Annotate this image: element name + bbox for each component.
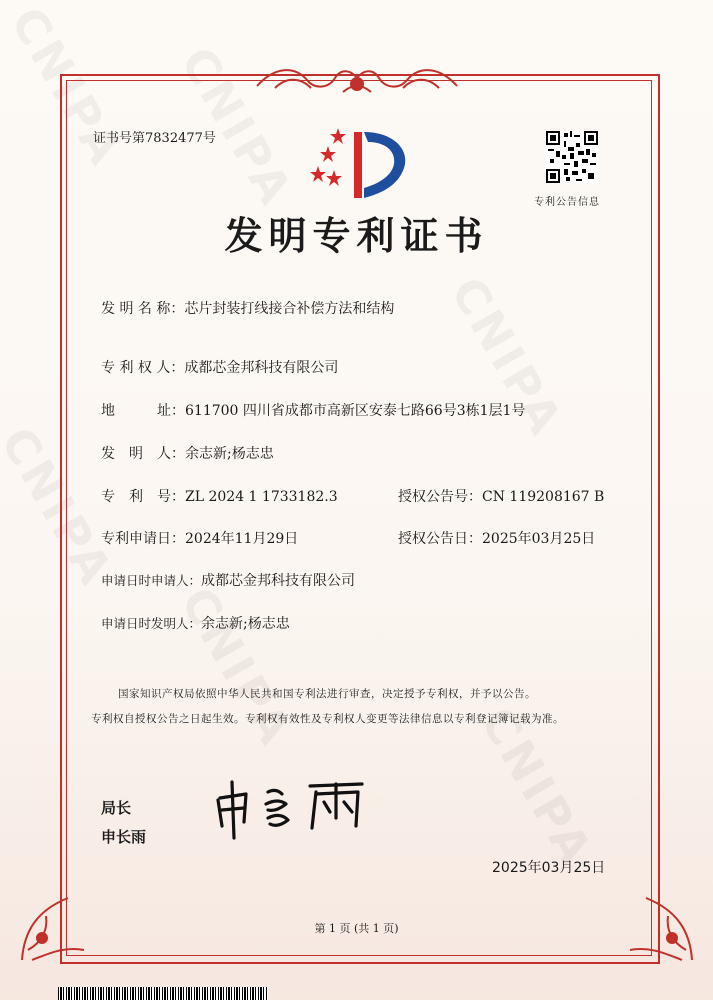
field-applicant-at-filing xyxy=(101,570,355,590)
field-announcement-date xyxy=(398,528,595,548)
issue-date: 2025年03月25日 xyxy=(492,860,606,876)
field-announcement-number xyxy=(398,486,604,506)
field-value: 成都芯金邦科技有限公司 xyxy=(201,573,356,589)
cnipa-logo xyxy=(308,128,412,202)
field-inventor xyxy=(101,443,274,463)
certificate-title: 发明专利证书 xyxy=(224,214,489,258)
field-label: 发 明 人： xyxy=(101,446,185,462)
field-patentee xyxy=(101,357,338,377)
qr-label: 专利公告信息 xyxy=(534,197,600,208)
field-label: 专利申请日： xyxy=(101,531,185,547)
field-invention-name xyxy=(101,298,394,318)
field-address xyxy=(101,400,525,420)
field-value: ZL 2024 1 1733182.3 xyxy=(185,489,338,505)
field-value: 成都芯金邦科技有限公司 xyxy=(184,360,339,376)
field-label: 专 利 号： xyxy=(101,489,185,505)
field-value: 芯片封装打线接合补偿方法和结构 xyxy=(184,301,395,317)
barcode xyxy=(58,987,268,1000)
handwritten-signature xyxy=(212,778,372,840)
signatory-name: 申长雨 xyxy=(101,828,147,846)
field-value: 611700 四川省成都市高新区安泰七路66号3栋1层1号 xyxy=(185,403,526,419)
top-ornament xyxy=(255,62,459,98)
field-label: 申请日时申请人： xyxy=(101,573,202,588)
certificate-number: 证书号第7832477号 xyxy=(93,131,216,146)
field-patent-number xyxy=(101,486,338,506)
field-value: CN 119208167 B xyxy=(482,489,605,505)
field-application-date xyxy=(101,528,298,548)
field-label: 授权公告号： xyxy=(398,489,482,505)
field-value: 2025年03月25日 xyxy=(482,531,596,547)
field-value: 余志新;杨志忠 xyxy=(185,446,274,462)
notice-line-2: 专利权自授权公告之日起生效。专利权有效性及专利权人变更等法律信息以专利登记簿记载为准。 xyxy=(91,713,564,725)
notice-line-1: 国家知识产权局依照中华人民共和国专利法进行审查，决定授予专利权，并予以公告。 xyxy=(118,688,536,700)
field-value: 2024年11月29日 xyxy=(185,531,299,547)
field-label: 授权公告日： xyxy=(398,531,482,547)
field-label: 申请日时发明人： xyxy=(101,616,202,631)
qr-code[interactable] xyxy=(546,131,598,183)
field-label: 专 利 权 人： xyxy=(101,360,185,376)
field-value: 余志新;杨志忠 xyxy=(201,616,290,632)
field-label: 发 明 名 称： xyxy=(101,301,185,317)
signatory-title: 局长 xyxy=(101,799,132,817)
page-number: 第 1 页 (共 1 页) xyxy=(314,922,399,935)
field-inventor-at-filing xyxy=(101,613,290,633)
field-label: 地 址： xyxy=(101,403,185,419)
